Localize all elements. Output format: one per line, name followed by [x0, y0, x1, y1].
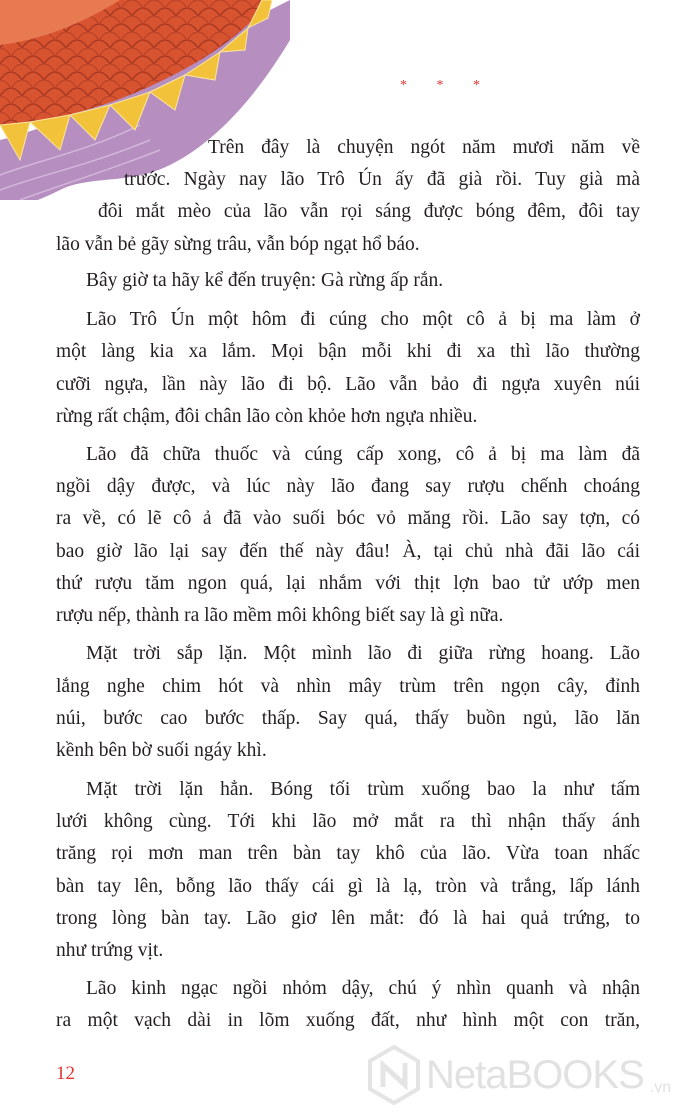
text-line: kềnh bên bờ suối ngáy khì.	[56, 740, 267, 761]
text-line: Lão đã chữa thuốc và cúng cấp xong, cô ả bị ma làm đã	[86, 444, 640, 465]
text-line: thứ rượu tăm ngon quá, lại nhắm với thịt lợn bao tử ướp men	[56, 573, 640, 594]
text-line: bàn tay lên, bỗng lão thấy cái gì là lạ, tròn và trắng, lấp lánh	[56, 876, 640, 897]
text-line: Mặt trời sắp lặn. Một mình lão đi giữa rừng hoang. Lão	[86, 643, 640, 664]
page-number: 12	[56, 1063, 75, 1084]
ornament-star: *	[436, 78, 444, 93]
text-line: núi, bước cao bước thấp. Say quá, thấy buồn ngủ, lão lăn	[56, 708, 640, 729]
text-line: rượu nếp, thành ra lão mềm môi không biết say là gì nữa.	[56, 605, 504, 626]
text-line: lão vẫn bẻ gãy sừng trâu, vẫn bóp ngạt hổ báo.	[56, 234, 420, 255]
ornament-star: *	[400, 78, 407, 93]
text-line: một làng kia xa lắm. Mọi bận mỗi khi đi xa thì lão thường	[56, 341, 640, 362]
netabooks-logo-icon	[368, 1045, 420, 1105]
text-line: lưới không cùng. Tới khi lão mở mắt ra thì nhận thấy ánh	[56, 811, 640, 832]
text-line: cưỡi ngựa, lần này lão đi bộ. Lão vẫn bảo đi ngựa xuyên núi	[56, 374, 640, 395]
text-line: trong lòng bàn tay. Lão giơ lên mắt: đó là hai quả trứng, to	[56, 908, 640, 929]
ornament-star: *	[473, 78, 480, 93]
watermark-suffix: .vn	[649, 1079, 672, 1096]
text-line: lắng nghe chim hót và nhìn mây trùm trên ngọn cây, đỉnh	[56, 676, 640, 697]
text-line: ra một vạch dài in lõm xuống đất, như hình một con trăn,	[56, 1010, 640, 1031]
section-ornament	[400, 78, 480, 94]
text-line: bao giờ lão lại say đến thế này đâu! À, tại chủ nhà đãi lão cái	[56, 541, 640, 562]
text-line: Mặt trời lặn hẳn. Bóng tối trùm xuống bao la như tấm	[86, 779, 640, 800]
text-line: rừng rất chậm, đôi chân lão còn khỏe hơn ngựa nhiều.	[56, 406, 478, 427]
text-line: Bây giờ ta hãy kể đến truyện: Gà rừng ấp rắn.	[86, 270, 444, 291]
text-line: đôi mắt mèo của lão vẫn rọi sáng được bóng đêm, đôi tay	[98, 201, 640, 222]
text-line: như trứng vịt.	[56, 940, 164, 961]
watermark-brand: NetaBOOKS	[426, 1052, 644, 1097]
text-line: trước. Ngày nay lão Trô Ún ấy đã già rồi. Tuy già mà	[124, 169, 640, 190]
text-line: Lão kinh ngạc ngồi nhỏm dậy, chú ý nhìn quanh và nhận	[86, 978, 640, 999]
text-line: trăng rọi mơn man trên bàn tay khô của lão. Vừa toan nhấc	[56, 843, 640, 864]
text-line: ngồi dậy được, và lúc này lão đang say rượu chếnh choáng	[56, 476, 640, 497]
watermark	[368, 1045, 671, 1105]
text-line: Trên đây là chuyện ngót năm mươi năm về	[208, 137, 640, 158]
text-line: Lão Trô Ún một hôm đi cúng cho một cô ả bị ma làm ở	[86, 309, 640, 330]
text-line: ra về, có lẽ cô ả đã vào suối bóc vỏ măng rồi. Lão say tợn, có	[56, 508, 640, 529]
